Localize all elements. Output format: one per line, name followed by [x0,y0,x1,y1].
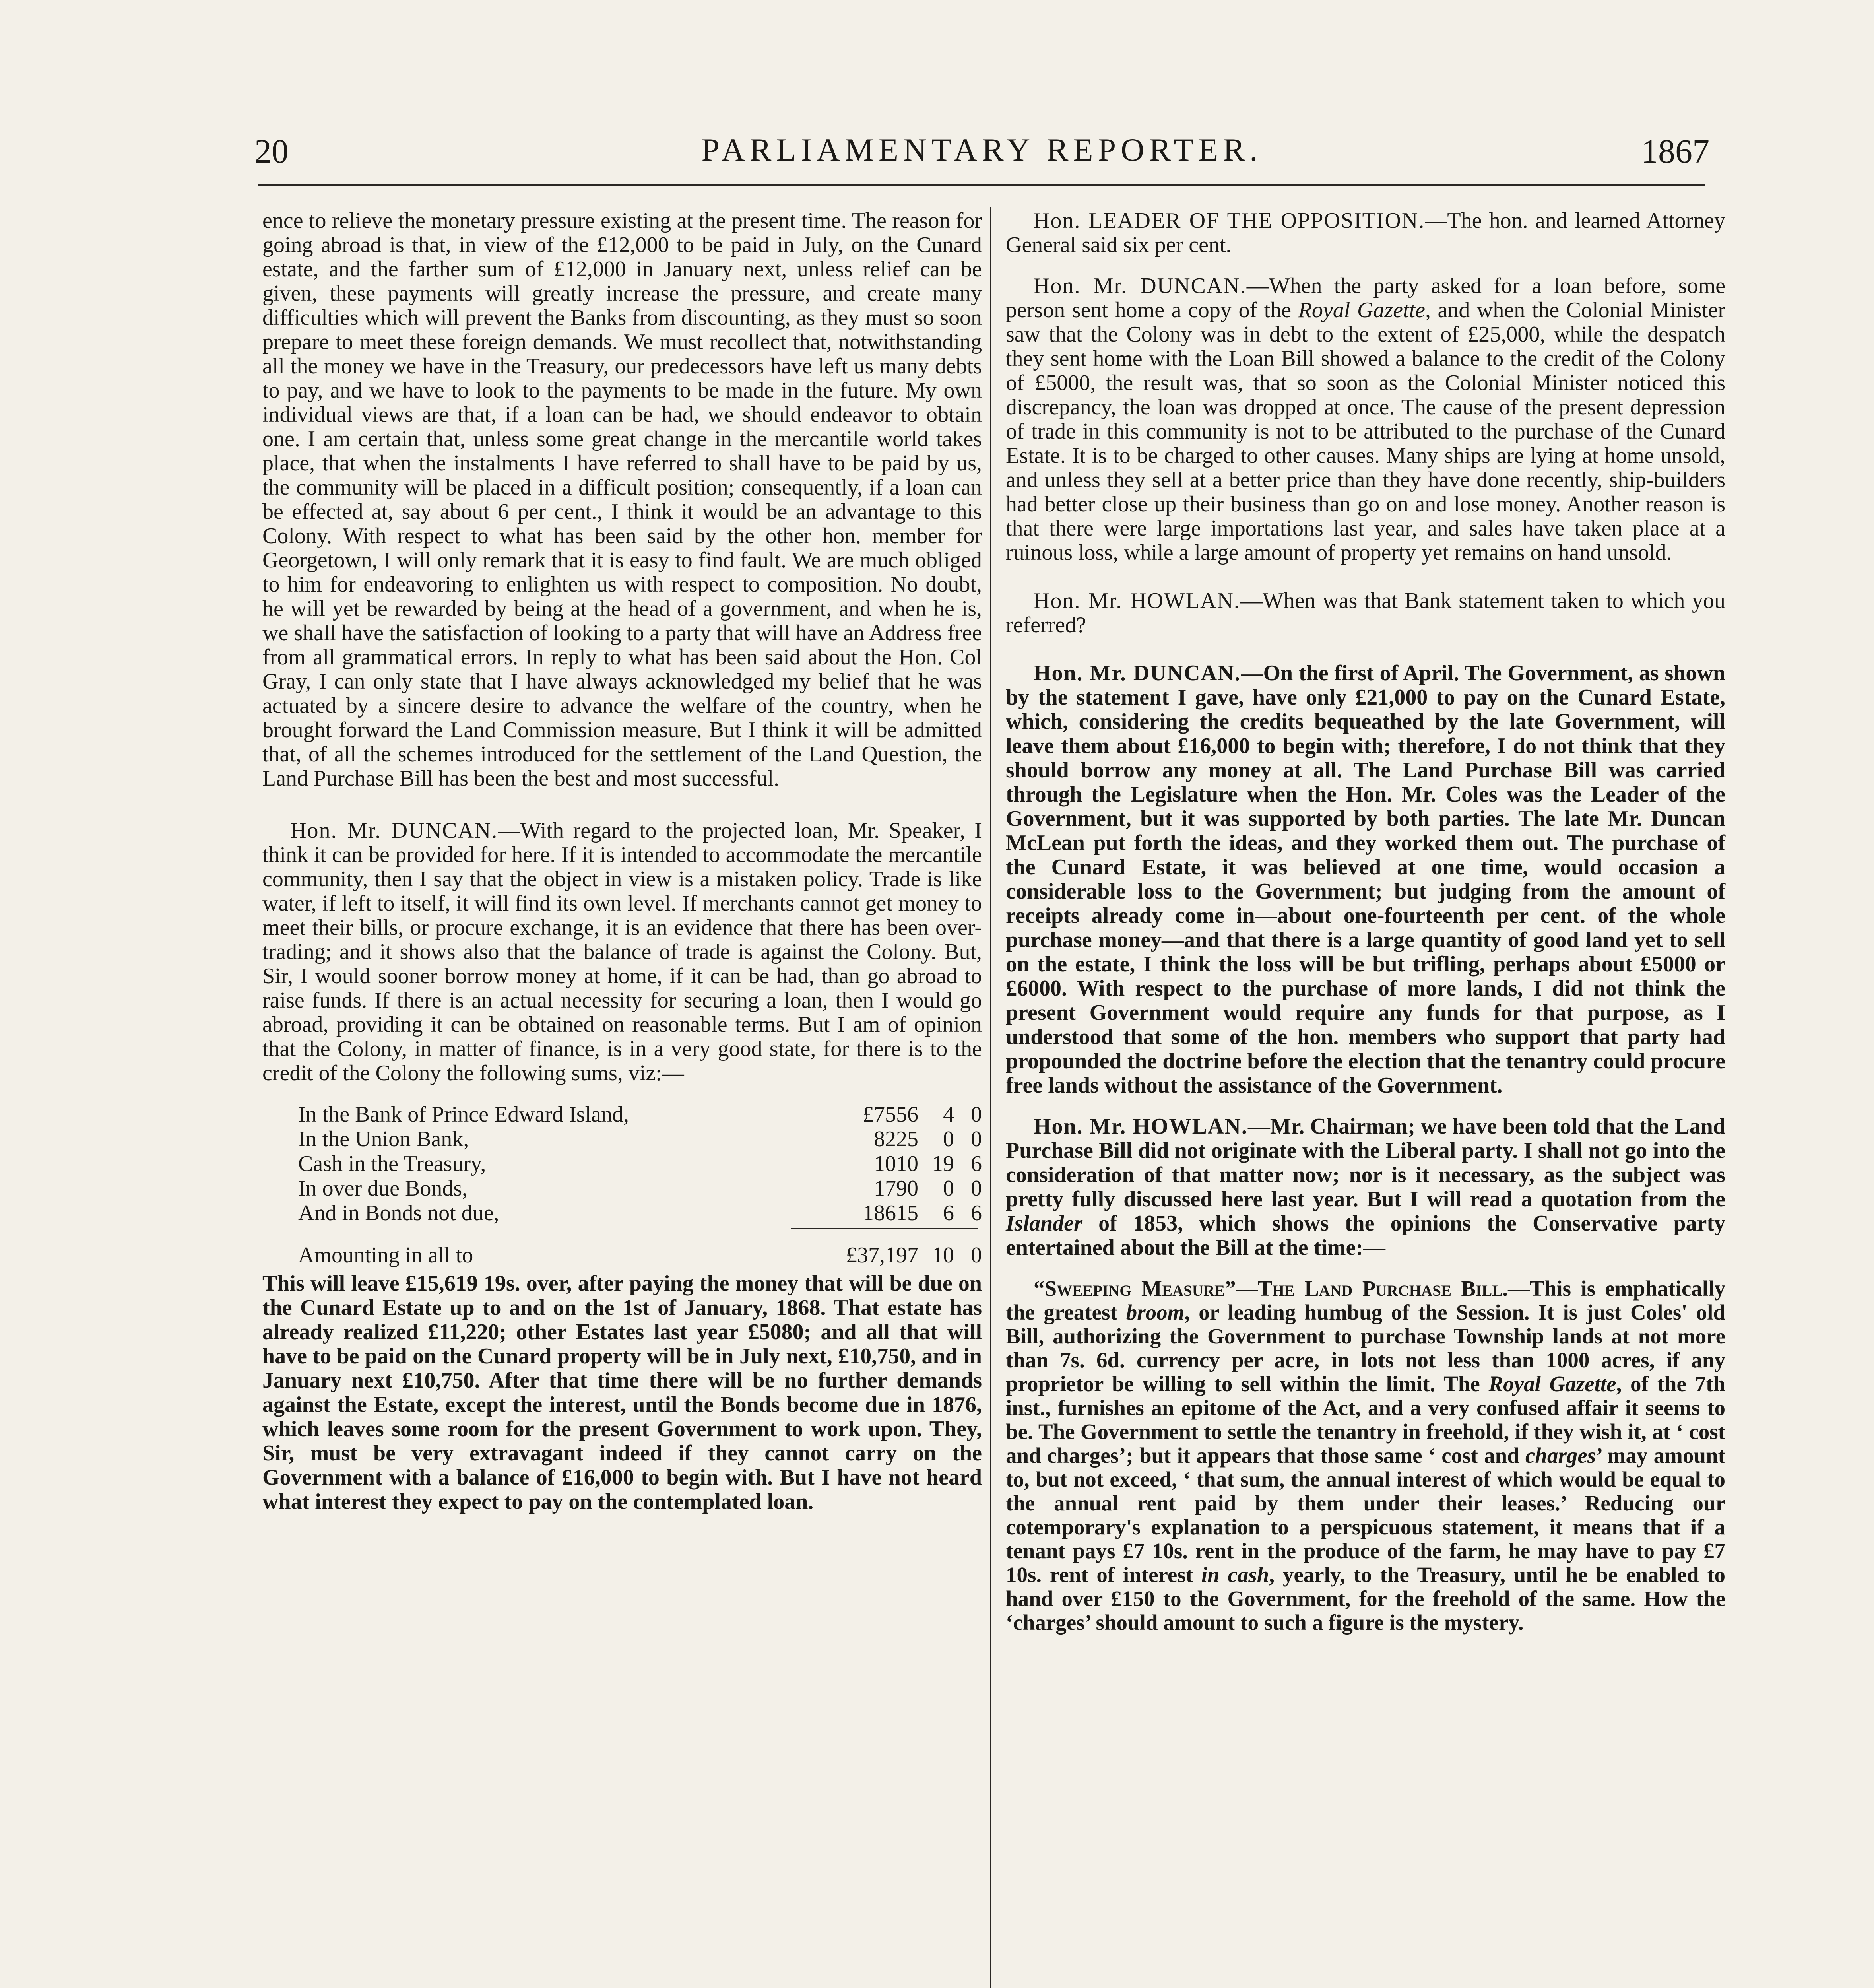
left-column [262,209,982,1531]
account-row: And in Bonds not due, 18615 6 6 [298,1201,982,1225]
account-row: In the Bank of Prince Edward Island, £7556 4 0 [298,1102,982,1127]
paragraph-duncan-despatch: Hon. Mr. DUNCAN.—When the party asked for a loan before, some person sent home a copy of the Royal Gazette, and when the Colonial Minister saw that the Colony was in debt to the extent of £25,000, while the despatch they sent home with the Loan Bill showed a balance to the credit of the Colony of £5000, the result was, that so soon as the Colonial Minister noticed this discrepancy, the loan was dropped at once. The cause of the present depression of trade in this community is not to be attributed to the purchase of the Cunard Estate. It is to be charged to other causes. Many ships are lying at home unsold, and unless they sell at a better price than they have done recently, ship-builders had better close up their business than go on and lose money. Another reason is that there were large importations last year, and sales have taken place at a ruinous loss, while a large amount of property yet remains on hand unsold. [1006,274,1725,565]
paragraph-opposition-leader: Hon. LEADER OF THE OPPOSITION.—The hon. and learned Attorney General said six per cent. [1006,208,1725,257]
account-row: Cash in the Treasury, 1010 19 6 [298,1151,982,1176]
account-total-row: Amounting in all to £37,197 10 0 [298,1243,982,1268]
account-row: In over due Bonds, 1790 0 0 [298,1176,982,1201]
paragraph-balance: This will leave £15,619 19s. over, after paying the money that will be due on the Cunard Estate up to and on the 1st of January, 1868. That estate has already realized £11,220; other Estates last year £5080; and all that will have to be paid on the Cunard property will be in July next, £10,750, and in January next £10,750. After that time there will be no further demands against the Estate, except the interest, until the Bonds become due in 1876, which leaves some room for the present Government to work upon. They, Sir, must be very extravagant indeed if they cannot carry on the Government with a balance of £16,000 to begin with. But I have not heard what interest they expect to pay on the contemplated loan. [262,1271,982,1514]
quoted-article: “Sweeping Measure”—The Land Purchase Bill.—This is emphatically the greatest broom, or leading humbug of the Session. It is just Coles' old Bill, authorizing the Government to purchase Township lands at not more than 7s. 6d. currency per acre, in lots not less than 1000 acres, if any proprietor be willing to sell within the limit. The Royal Gazette, of the 7th inst., furnishes an epitome of the Act, and a very confused affair it seems to be. The Government to settle the tenantry in freehold, if they wish it, at ‘ cost and charges’; but it appears that those same ‘ cost and charges’ may amount to, but not exceed, ‘ that sum, the annual interest of which would be equal to the annual rent paid by them under their leases.’ Reducing our cotemporary's explanation to a perspicuous statement, it means that if a tenant pays £7 10s. rent in the produce of the farm, he may have to pay £7 10s. rent of interest in cash, yearly, to the Treasury, until he be enabled to hand over £150 to the Government, for the freehold of the same. How the ‘charges’ should amount to such a figure is the mystery. [1006,1276,1725,1635]
speaker-name: Hon. Mr. DUNCAN. [290,818,498,843]
column-divider [990,207,991,1988]
paragraph-howlan-quotation: Hon. Mr. HOWLAN.—Mr. Chairman; we have been told that the Land Purchase Bill did not originate with the Liberal party. I shall not go into the consideration of that matter now; nor is it necessary, as the subject was pretty fully discussed here last year. But I will read a quotation from the Islander of 1853, which shows the opinions the Conservative party entertained about the Bill at the time:— [1006,1114,1726,1260]
paragraph-duncan-loan [262,819,982,1085]
paragraph-duncan-april: Hon. Mr. DUNCAN.—On the first of April. The Government, as shown by the statement I gave, have only £21,000 to pay on the Cunard Estate, which, considering the credits bequeathed by the late Government, will leave them about £16,000 to begin with; therefore, I do not think that they should borrow any money at all. The Land Purchase Bill was carried through the Legislature when the Hon. Mr. Coles was the Leader of the Government, but it was supported by both parties. The late Mr. Duncan McLean put forth the ideas, and they worked them out. The purchase of the Cunard Estate, it was believed at one time, would occasion a considerable loss to the Government; but judging from the amount of receipts already come in—about one-fourteenth per cent. of the whole purchase money—and that there is a large quantity of good land yet to sell on the estate, I think the loss will be but trifling, perhaps about £5000 or £6000. With respect to the purchase of more lands, I did not think the present Government would require any funds for that purpose, as I understood that some of the hon. members who support that party had propounded the doctrine before the election that the tenantry could procure free lands without the assistance of the Government. [1006,661,1725,1098]
right-column [1006,209,1725,1651]
page-number: 20 [254,132,289,170]
paragraph-howlan-question: Hon. Mr. HOWLAN.—When was that Bank statement taken to which you referred? [1006,588,1725,637]
paragraph-continuation: ence to relieve the monetary pressure existing at the present time. The reason for going abroad is that, in view of the £12,000 to be paid in July, on the Cunard estate, and the farther sum of £12,000 in January next, unless relief can be given, these payments will greatly increase the pressure, and create many difficulties which will prevent the Banks from discounting, as they must so soon prepare to meet these foreign demands. We must recollect that, notwithstanding all the money we have in the Treasury, our predecessors have left us many debts to pay, and we have to look to the payments to be made in the future. My own individual views are that, if a loan can be had, we should endeavor to obtain one. I am certain that, unless some great change in the mercantile world takes place, that when the instalments I have referred to shall have to be paid by us, the community will be placed in a difficult position; consequently, if a loan can be effected at, say about 6 per cent., I think it would be an advantage to this Colony. With respect to what has been said by the other hon. member for Georgetown, I will only remark that it is easy to find fault. We are much obliged to him for endeavoring to enlighten us with respect to composition. No doubt, he will yet be rewarded by being at the head of a government, and when he is, we shall have the satisfaction of looking to a party that will have an Address free from all grammatical errors. In reply to what has been said about the Hon. Col Gray, I can only state that I have always acknowledged my belief that he was actuated by a sincere desire to advance the welfare of the country, when he brought forward the Land Commission measure. But I think it will be admitted that, of all the schemes introduced for the settlement of the Land Question, the Land Purchase Bill has been the best and most successful. [262,208,982,791]
running-title: PARLIAMENTARY REPORTER. [701,132,1263,168]
header-rule [258,184,1705,186]
page-header [254,131,1709,179]
sum-rule [791,1228,978,1229]
page-year: 1867 [1641,132,1709,170]
accounts-table [262,1102,982,1268]
account-row: In the Union Bank, 8225 0 0 [298,1127,982,1151]
speech-text: —With regard to the projected loan, Mr. Speaker, I think it can be provided for here. If it is intended to accommodate the mercantile community, then I say that the object in view is a mistaken policy. Trade is like water, if left to itself, it will find its own level. If merchants cannot get money to meet their bills, or procure exchange, it is an evidence that there has been over-trading; and it shows also that the balance of trade is against the Colony. But, Sir, I would sooner borrow money at home, if it can be had, than go abroad to raise funds. If there is an actual necessity for securing a loan, then I would go abroad, providing it can be obtained on reasonable terms. But I am of opinion that the Colony, in matter of finance, is in a very good state, for there is to the credit of the Colony the following sums, viz:— [262,818,982,1085]
